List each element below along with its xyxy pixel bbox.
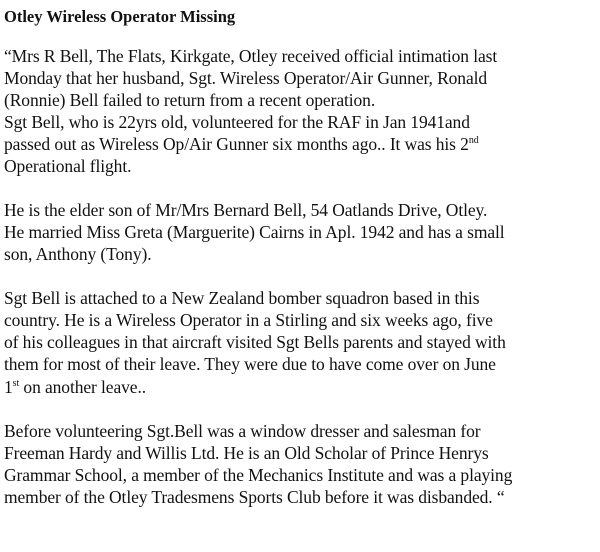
article-title: Otley Wireless Operator Missing	[4, 7, 236, 26]
paragraph-4-line-2: country. He is a Wireless Operator in a Stirling and six weeks ago, five	[4, 310, 493, 330]
paragraph-4-line-1: Sgt Bell is attached to a New Zealand bomber squadron based in this	[4, 288, 480, 308]
paragraph-4-line-4: them for most of their leave. They were due to have come over on June	[4, 354, 496, 374]
paragraph-2-line-1: Sgt Bell, who is 22yrs old, volunteered for the RAF in Jan 1941and	[4, 112, 470, 132]
paragraph-1-line-3: (Ronnie) Bell failed to return from a recent operation.	[4, 90, 376, 110]
paragraph-3-line-2: He married Miss Greta (Marguerite) Cairns in Apl. 1942 and has a small	[4, 222, 505, 242]
paragraph-4-line-3: of his colleagues in that aircraft visited Sgt Bells parents and stayed with	[4, 332, 506, 352]
paragraph-1-line-1: “Mrs R Bell, The Flats, Kirkgate, Otley received official intimation last	[4, 46, 498, 66]
paragraph-5-line-2: Freeman Hardy and Willis Ltd. He is an Old Scholar of Prince Henrys	[4, 443, 489, 463]
paragraph-3-line-3: son, Anthony (Tony).	[4, 244, 152, 264]
paragraph-2-line-2	[4, 133, 479, 155]
ordinal-suffix: st	[12, 378, 20, 389]
paragraph-1-line-2: Monday that her husband, Sgt. Wireless Operator/Air Gunner, Ronald	[4, 68, 488, 88]
paragraph-4-line-5	[4, 376, 146, 398]
paragraph-3-line-1: He is the elder son of Mr/Mrs Bernard Bell, 54 Oatlands Drive, Otley.	[4, 200, 488, 220]
paragraph-5-line-4: member of the Otley Tradesmens Sports Club before it was disbanded. “	[4, 487, 505, 507]
paragraph-5-line-1: Before volunteering Sgt.Bell was a window dresser and salesman for	[4, 421, 481, 441]
paragraph-5-line-3: Grammar School, a member of the Mechanics Institute and was a playing	[4, 465, 513, 485]
ordinal-suffix: nd	[468, 135, 479, 146]
paragraph-2-line-2-text: passed out as Wireless Op/Air Gunner six months ago.. It was his 2	[4, 134, 469, 154]
paragraph-4-line-5-number: 1	[4, 377, 13, 397]
paragraph-4-line-5-text: on another leave..	[19, 377, 147, 397]
paragraph-2-line-3: Operational flight.	[4, 156, 132, 176]
